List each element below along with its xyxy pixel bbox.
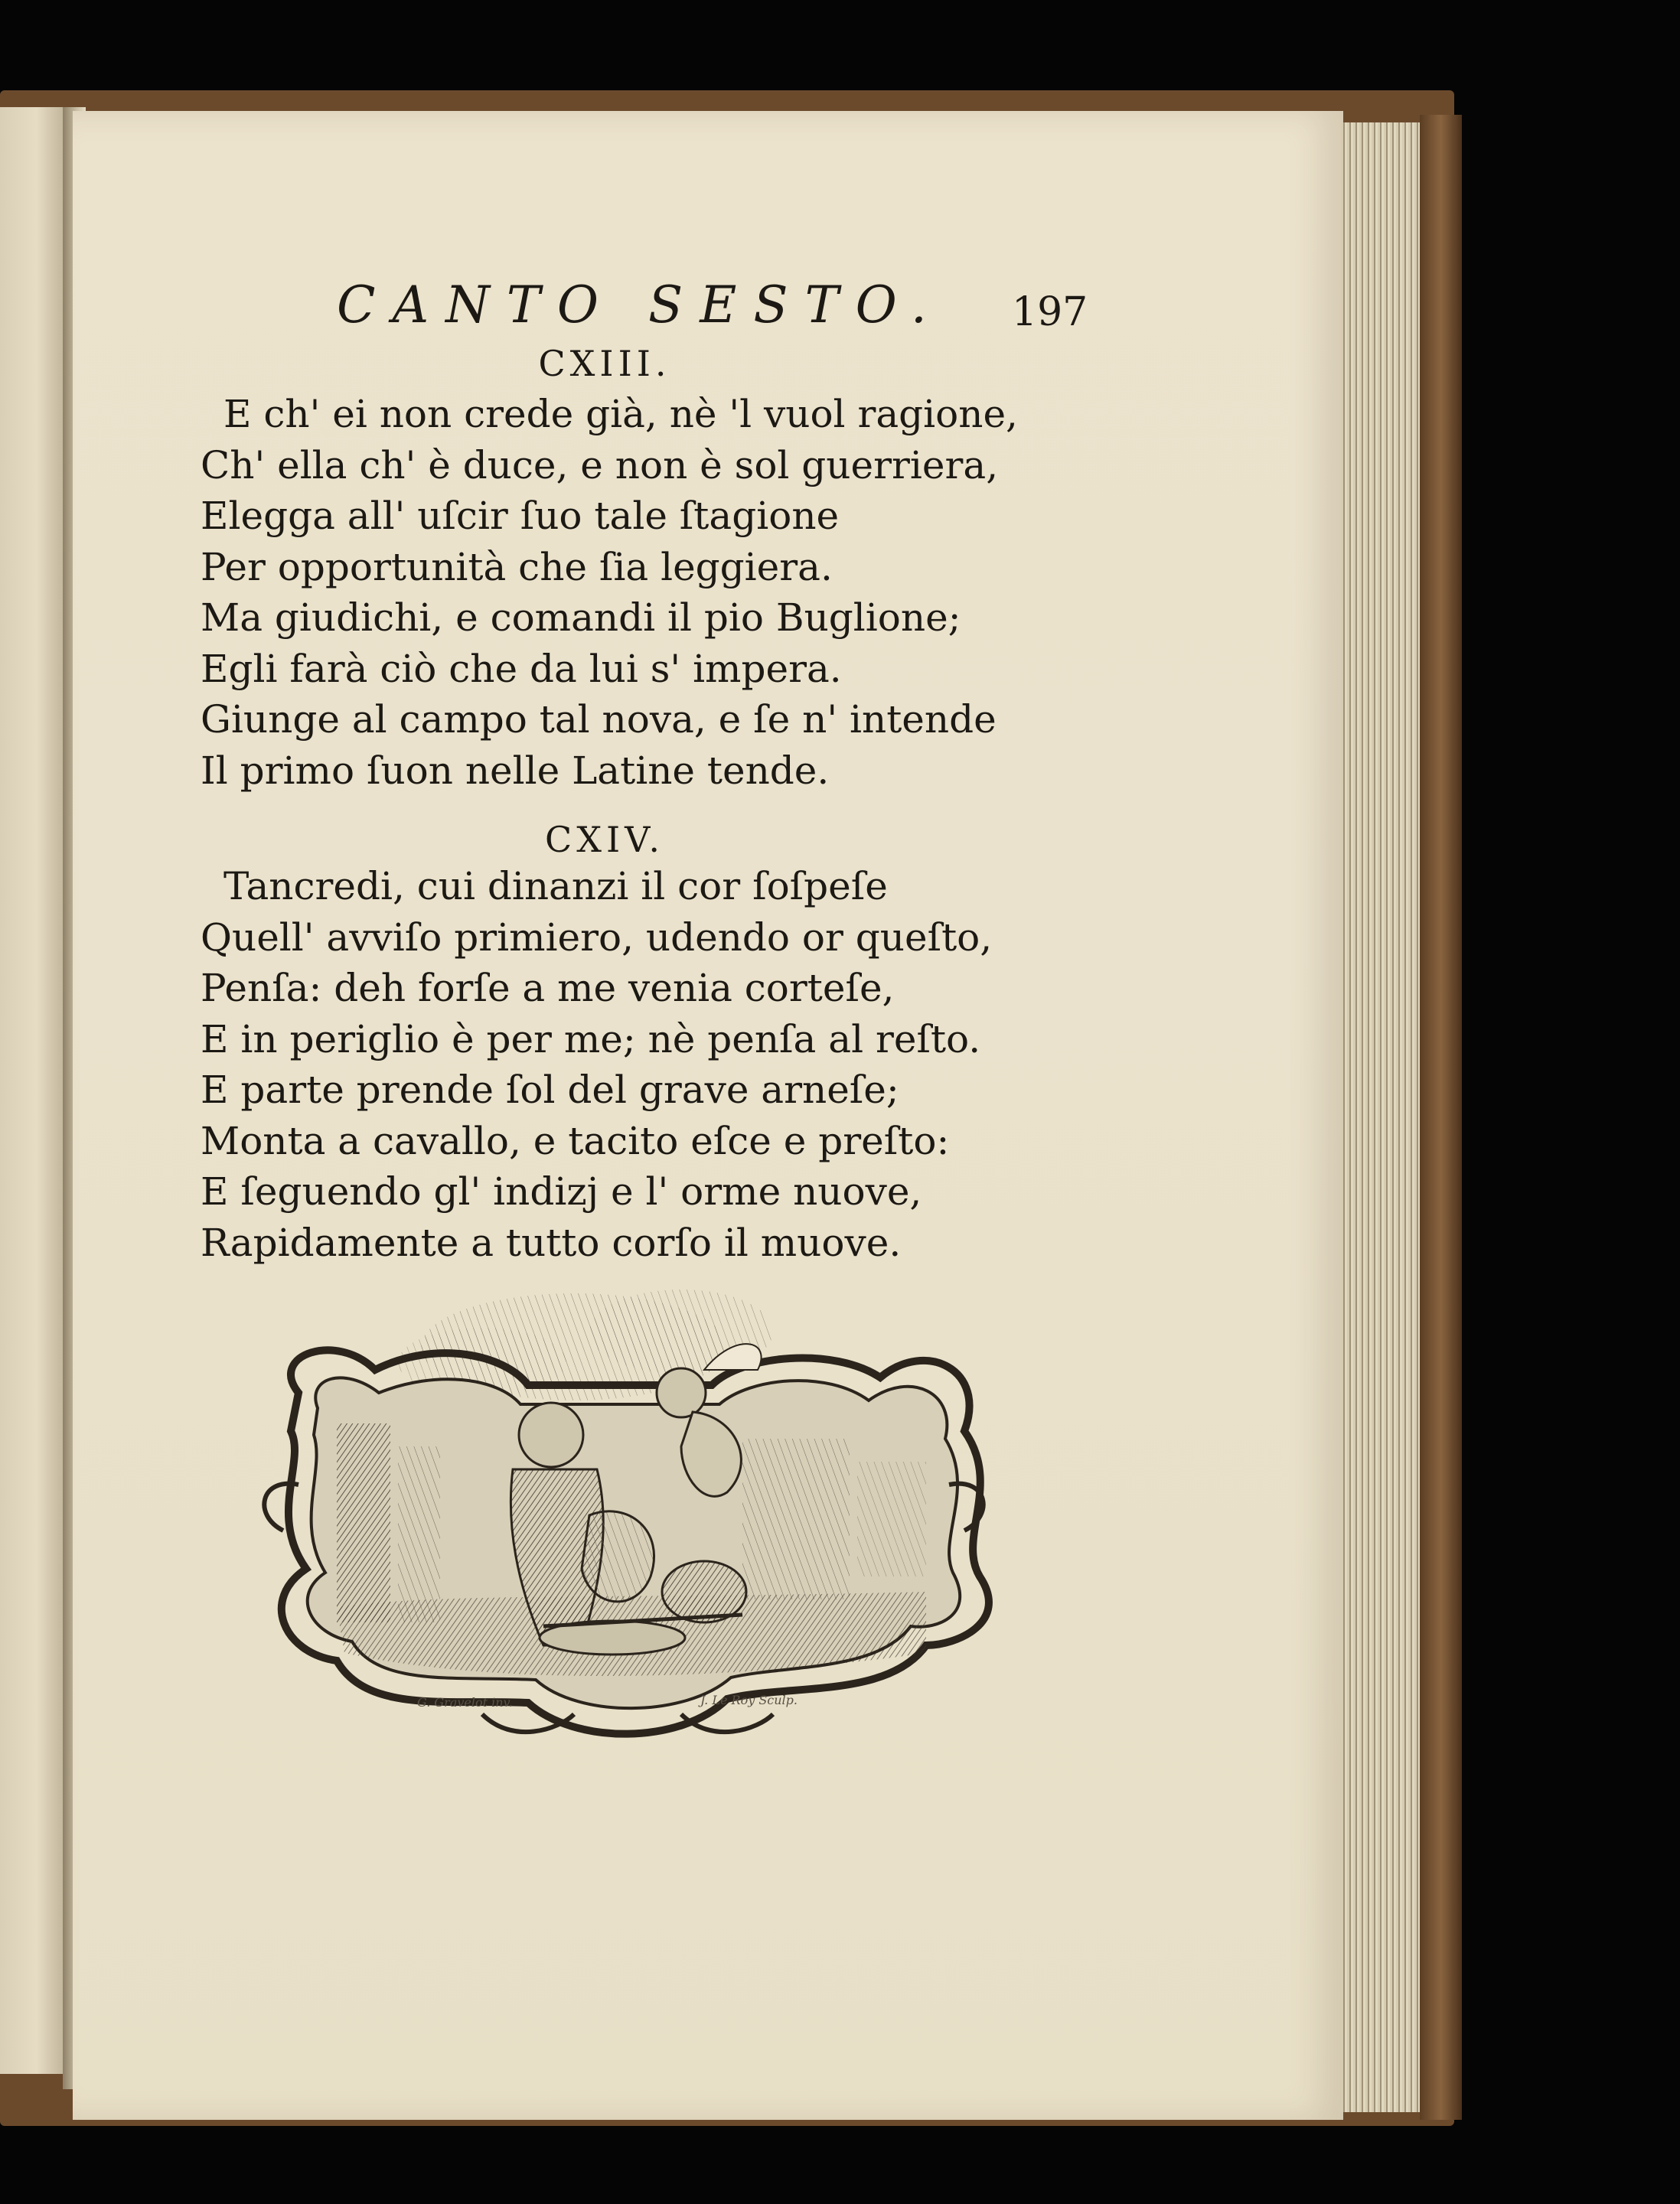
verse-line: Penſa: deh forſe a me venia corteſe,: [201, 966, 895, 1010]
page-number: 197: [1012, 289, 1088, 335]
page-fore-edge: [1341, 122, 1421, 2112]
verse-line: Il primo ſuon nelle Latine tende.: [201, 748, 830, 793]
verse-line: E in periglio è per me; nè penſa al reſto.: [201, 1016, 981, 1061]
verse-line: E ſeguendo gl' indizj e l' orme nuove,: [201, 1169, 922, 1214]
verse-line: E ch' ei non crede già, nè 'l vuol ragione,: [223, 392, 1018, 436]
verse-line: Per opportunità che ſia leggiera.: [201, 544, 833, 589]
running-head: CANTO SESTO.: [337, 276, 944, 334]
verse-line: Tancredi, cui dinanzi il cor ſoſpeſe: [223, 864, 888, 908]
engraving-credit-designer: G. Gravelot inv.: [417, 1695, 513, 1710]
verse-line: Quell' avviſo primiero, udendo or queſto,: [201, 915, 993, 960]
binding-edge: [1420, 115, 1462, 2120]
verse-line: Ch' ella ch' è duce, e non è sol guerriera,: [201, 442, 999, 487]
stanza-cxiv: [201, 861, 1073, 1268]
engraving-credit-engraver: J. Le Roy Sculp.: [700, 1693, 798, 1707]
verse-line: Rapidamente a tutto corſo il muove.: [201, 1220, 902, 1265]
left-page-edge: [0, 107, 73, 2074]
verse-line: Giunge al campo tal nova, e ſe n' intende: [201, 697, 997, 742]
stanza-number: CXIII.: [538, 343, 671, 384]
verse-line: Elegga all' uſcir ſuo tale ſtagione: [201, 494, 840, 538]
stanza-cxiii: [201, 389, 1073, 796]
verse-line: Ma giudichi, e comandi il pio Buglione;: [201, 595, 961, 640]
verse-line: Monta a cavallo, e tacito eſce e preſto:: [201, 1118, 950, 1163]
stanza-number: CXIV.: [545, 819, 664, 860]
verse-line: E parte prende ſol del grave arneſe;: [201, 1068, 899, 1112]
engraved-vignette: [253, 1286, 995, 1745]
verse-line: Egli farà ciò che da lui s' impera.: [201, 646, 842, 691]
